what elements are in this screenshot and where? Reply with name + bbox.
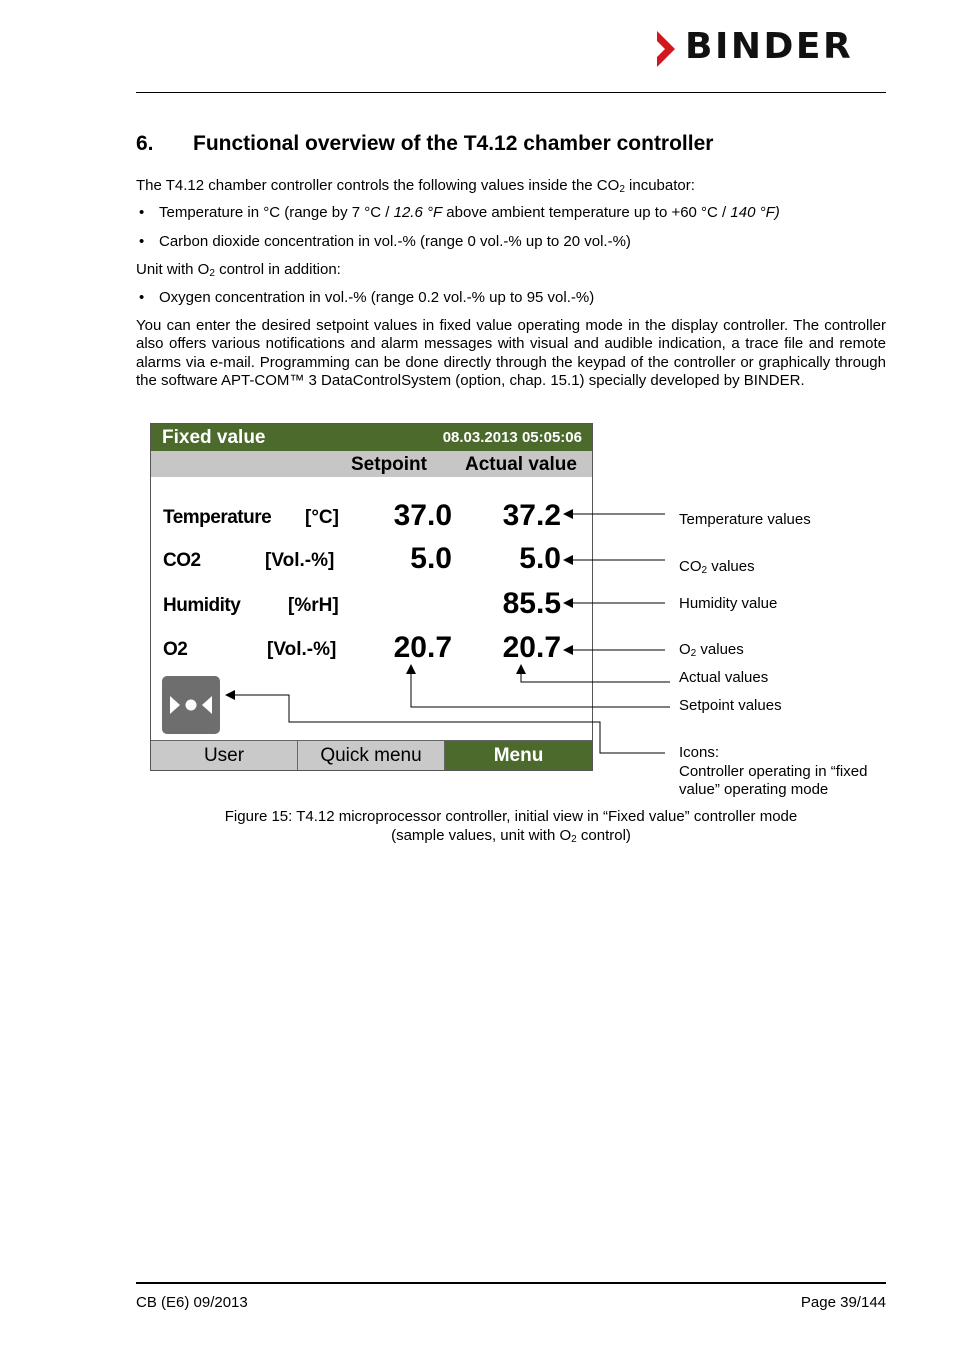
logo-text: BINDER [685,26,854,67]
quick-menu-button[interactable]: Quick menu [298,740,445,770]
menu-button[interactable]: Menu [445,740,592,770]
section-title: Functional overview of the T4.12 chamber controller [193,132,714,155]
document-id: CB (E6) 09/2013 [136,1294,248,1311]
setpoint-co2[interactable]: 5.0 [410,542,452,575]
unit-o2-text: Unit with $O_2$ control in addition: [136,261,341,279]
bullet-marker: • [139,233,145,250]
setpoint-temperature[interactable]: 37.0 [393,499,452,532]
callout-setpoint-values: Setpoint values [679,697,782,714]
actual-co2: 5.0 [519,542,561,575]
page-number: Page 39/144 [800,1294,886,1311]
actual-humidity: 85.5 [502,587,561,620]
section-number: 6. [136,132,154,155]
footer-rule [136,1282,886,1284]
row-unit-temperature: [°C] [305,507,339,528]
bullet-marker: • [139,289,145,306]
bullet-oxygen: Oxygen concentration in vol.-% (range 0.2 vol.-% up to 95 vol.-%) [159,289,595,306]
actual-o2: 20.7 [502,631,561,664]
actual-temperature: 37.2 [502,499,561,532]
callout-o2: $O_2$ values [679,641,744,659]
bullet-marker: • [139,204,145,221]
row-unit-co2: [Vol.-%] [265,550,335,571]
screen-datetime: 08.03.2013 05:05:06 [442,429,582,446]
body-paragraph: You can enter the desired setpoint values in fixed value operating mode in the display controller. The controller also offers various notifications and alarm messages with visual and audible indication, a trace file and remote alarms via e-mail. Programming can be done directly through the keypad of the controller or graphically through the software APT-COM™ 3 DataControlSystem (option, chap. 15.1) specially developed by BINDER. [136,317,886,390]
callout-actual-values: Actual values [679,669,769,686]
row-label-co2: CO2 [163,550,201,571]
user-button[interactable]: User [151,740,298,770]
row-unit-o2: [Vol.-%] [267,639,337,660]
callout-temperature: Temperature values [679,511,811,528]
screen-mode-title: Fixed value [162,427,266,448]
row-label-o2: O2 [163,639,188,660]
row-unit-humidity: [%rH] [288,595,339,616]
figure-caption: Figure 15: T4.12 microprocessor controller, initial view in “Fixed value” controller mode (sample values, unit with $O_2$ control) [224,808,798,845]
bullet-co2: Carbon dioxide concentration in vol.-% (range 0 vol.-% up to 20 vol.-%) [159,233,631,250]
callout-icons: Icons: Controller operating in “fixed value” operating mode [679,744,868,798]
callout-humidity: Humidity value [679,595,778,612]
bullet-temperature: Temperature in °C (range by 7 °C / 12.6 °F above ambient temperature up to +60 °C / 140 °F) [159,204,780,221]
setpoint-o2[interactable]: 20.7 [393,631,452,664]
column-setpoint: Setpoint [351,454,427,475]
column-actual-value: Actual value [465,454,577,475]
row-label-humidity: Humidity [163,595,241,616]
callout-co2: $CO_2$ values [679,558,755,576]
row-label-temperature: Temperature [163,507,272,528]
intro-text: The T4.12 chamber controller controls the following values inside the $CO_2$ incubator: [136,177,695,195]
